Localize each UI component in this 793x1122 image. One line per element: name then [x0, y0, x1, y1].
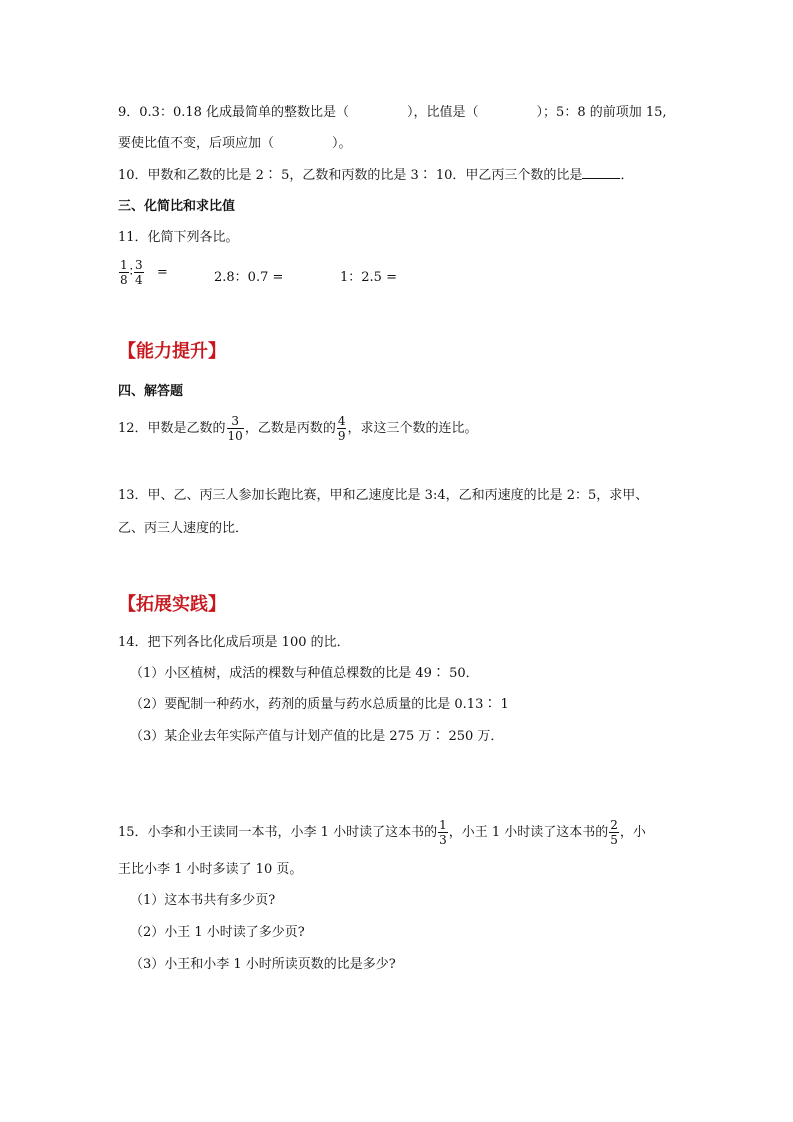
simplify-item-3: 1：2.5 = — [340, 270, 397, 285]
fraction: $\frac{4}{9}$ — [337, 414, 346, 443]
question-9-line-2: 要使比值不变，后项应加（ ）。 — [118, 136, 352, 151]
simplify-item-2: 2.8：0.7 = — [214, 270, 284, 285]
question-11: 11．化简下列各比。 — [118, 230, 239, 245]
question-9-line-1: 9．0.3：0.18 化成最简单的整数比是（ ），比值是（ ）；5：8 的前项加 15, — [118, 105, 667, 120]
question-14-part-2: （2）要配制一种药水，药剂的质量与药水总质量的比是 0.13∶ 1 — [130, 697, 509, 712]
question-13-line-2: 乙、丙三人速度的比． — [118, 521, 249, 536]
ability-heading: 【能力提升】 — [118, 341, 226, 362]
question-15-part-1: （1）这本书共有多少页? — [130, 893, 276, 908]
question-15-part-3: （3）小王和小李 1 小时所读页数的比是多少? — [130, 957, 396, 972]
fraction: $\frac{1}{8}$ — [120, 258, 128, 287]
practice-heading: 【拓展实践】 — [118, 594, 226, 615]
fraction: $\frac{1}{3}$ — [439, 818, 447, 847]
question-12: 12．甲数是乙数的 $\frac{3}{10}$ ，乙数是丙数的 $\frac{4}{9}$ ，求这三个数的连比。 — [118, 414, 478, 443]
question-10: 10．甲数和乙数的比是 2∶ 5，乙数和丙数的比是 3∶ 10．甲乙丙三个数的比是 ． — [118, 168, 634, 183]
fraction: $\frac{3}{10}$ — [227, 414, 243, 443]
question-15-line-2: 王比小李 1 小时多读了 10 页。 — [118, 862, 303, 877]
question-15-line-1: 15．小李和小王读同一本书，小李 1 小时读了这本书的 $\frac{1}{3}$ ，小王 1 小时读了这本书的 $\frac{2}{5}$ ，小 — [118, 818, 646, 847]
section-3-heading: 三、化简比和求比值 — [118, 199, 236, 214]
question-14-part-3: （3）某企业去年实际产值与计划产值的比是 275 万∶ 250 万． — [130, 729, 504, 744]
fraction: $\frac{3}{4}$ — [135, 258, 143, 287]
question-14: 14．把下列各比化成后项是 100 的比． — [118, 635, 350, 650]
question-15-part-2: （2）小王 1 小时读了多少页? — [130, 925, 305, 940]
question-14-part-1: （1）小区植树，成活的棵数与种值总棵数的比是 49∶ 50． — [130, 666, 479, 681]
question-13-line-1: 13．甲、乙、丙三人参加长跑比赛，甲和乙速度比是 3:4，乙和丙速度的比是 2：5，求甲、 — [118, 488, 649, 503]
simplify-item-1: $\frac{1}{8}$ ∶ $\frac{3}{4}$ = — [120, 258, 168, 287]
fraction: $\frac{2}{5}$ — [610, 818, 618, 847]
answer-blank[interactable] — [582, 166, 620, 179]
section-4-heading: 四、解答题 — [118, 384, 184, 399]
